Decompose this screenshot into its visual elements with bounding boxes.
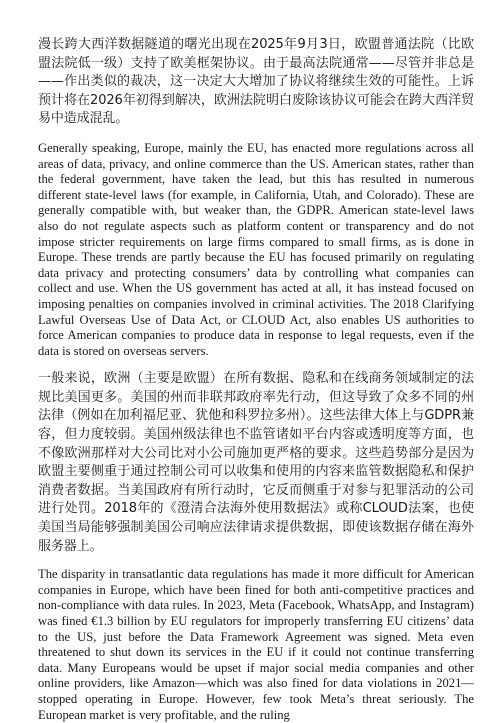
- paragraph-en-2: The disparity in transatlantic data regulations has made it more difficult for American companies in Europe, which have been fined for both anti-competitive practices and non-compliance with data rules. In 2023, Meta (Facebook, WhatsApp, and Instagram) was fined €1.3 billion by EU regulators for improperly transferring EU citizens’ data to the US, just before the Data Framework Agreement was signed. Meta even threatened to shut down its services in the EU if it could not continue transferring data. Many Europeans would be upset if major social media companies and other online providers, like Amazon—which was also fined for data violations in 2021—stopped operating in Europe. However, few took Meta’s threat seriously. The European market is very profitable, and the ruling: [38, 567, 474, 722]
- document-page: [38, 36, 474, 723]
- paragraph-zh-1: 漫长跨大西洋数据隧道的曙光出现在2025年9月3日，欧盟普通法院（比欧盟法院低一级）支持了欧美框架协议。由于最高法院通常——尽管并非总是——作出类似的裁决，这一决定大大增加了协议将继续生效的可能性。上诉预计将在2026年初得到解决，欧洲法院明白废除该协议可能会在跨大西洋贸易中造成混乱。: [38, 37, 474, 127]
- paragraph-en-1: Generally speaking, Europe, mainly the EU, has enacted more regulations across all areas of data, privacy, and online commerce than the US. American states, rather than the federal government, have taken the lead, but this has resulted in numerous different state-level laws (for example, in California, Utah, and Colorado). These are generally compatible with, but weaker than, the GDPR. American state-level laws also do not regulate aspects such as platform content or transparency and do not impose stricter requirements on large firms compared to small firms, as is done in Europe. These trends are partly because the EU has focused primarily on regulating data privacy and protecting consumers’ data by controlling what companies can collect and use. When the US government has acted at all, it has instead focused on imposing penalties on companies involved in criminal activities. The 2018 Clarifying Lawful Overseas Use of Data Act, or CLOUD Act, also enables US authorities to force American companies to produce data in response to legal requests, even if the data is stored on overseas servers.: [38, 140, 474, 358]
- paragraph-zh-2: 一般来说，欧洲（主要是欧盟）在所有数据、隐私和在线商务领域制定的法规比美国更多。美国的州而非联邦政府率先行动，但这导致了众多不同的州法律（例如在加利福尼亚、犹他和科罗拉多州）。这些法律大体上与GDPR兼容，但力度较弱。美国州级法律也不监管诸如平台内容或透明度等方面，也不像欧洲那样对大公司比对小公司施加更严格的要求。这些趋势部分是因为欧盟主要侧重于通过控制公司可以收集和使用的内容来监管数据隐私和保护消费者数据。当美国政府有所行动时，它反而侧重于对参与犯罪活动的公司进行处罚。2018年的《澄清合法海外使用数据法》或称CLOUD法案，也使美国当局能够强制美国公司响应法律请求提供数据，即使该数据存储在海外服务器上。: [38, 371, 474, 554]
